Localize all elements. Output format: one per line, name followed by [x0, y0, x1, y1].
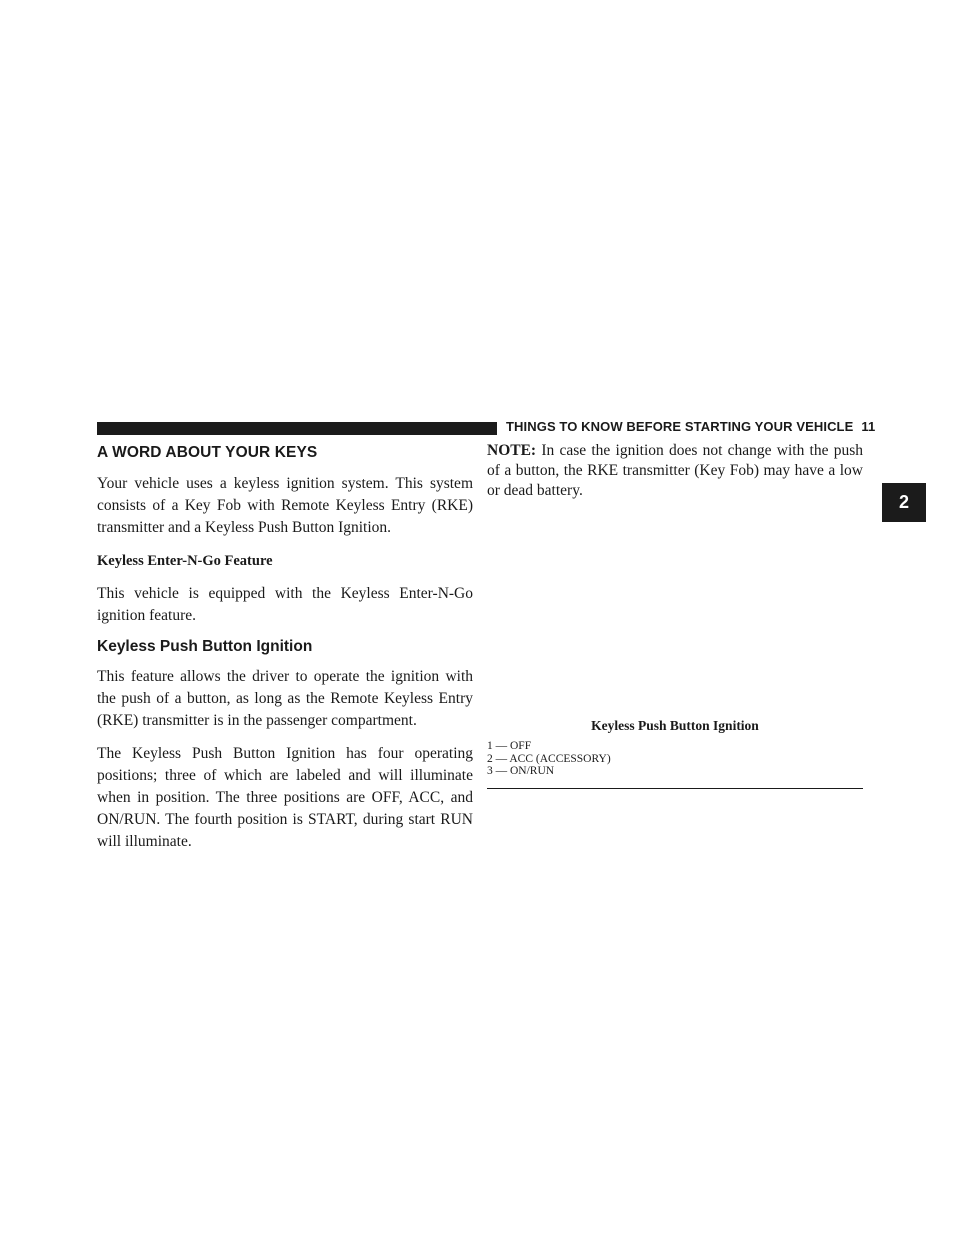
figure-legend	[487, 740, 863, 778]
figure-caption: Keyless Push Button Ignition	[591, 718, 759, 733]
note-text: In case the ignition does not change with the push of a button, the RKE transmitter (Key Fob) may have a low or dead battery.	[487, 442, 863, 499]
feature-paragraph: This vehicle is equipped with the Keyless Enter-N-Go ignition feature.	[97, 585, 473, 624]
feature-heading: Keyless Enter-N-Go Feature	[97, 553, 273, 569]
running-header	[506, 419, 875, 434]
body-paragraph-1: This feature allows the driver to operate the ignition with the push of a button, as long as the Remote Keyless Entry (RKE) transmitter is in the passenger compartment.	[97, 668, 473, 729]
intro-paragraph: Your vehicle uses a keyless ignition system. This system consists of a Key Fob with Remote Keyless Entry (RKE) transmitter and a Keyless Push Button Ignition.	[97, 475, 473, 536]
legend-item: 1 — OFF	[487, 740, 532, 752]
left-column	[97, 438, 473, 864]
page-number: 11	[861, 419, 876, 434]
note-label: NOTE:	[487, 442, 537, 459]
note-paragraph	[487, 441, 863, 501]
subsection-heading: Keyless Push Button Ignition	[97, 638, 313, 655]
body-paragraph-2: The Keyless Push Button Ignition has four operating positions; three of which are labeled and will illuminate when in position. The three positions are OFF, ACC, and ON/RUN. The fourth position is START, during start RUN will illuminate.	[97, 745, 473, 850]
legend-item: 3 — ON/RUN	[487, 765, 555, 777]
chapter-tab: 2	[882, 483, 926, 522]
legend-item: 2 — ACC (ACCESSORY)	[487, 752, 611, 765]
right-column	[487, 438, 863, 512]
legend-divider	[487, 788, 863, 789]
running-title: THINGS TO KNOW BEFORE STARTING YOUR VEHICLE	[506, 419, 854, 434]
section-heading: A WORD ABOUT YOUR KEYS	[97, 444, 318, 461]
header-rule-bar	[97, 422, 497, 435]
